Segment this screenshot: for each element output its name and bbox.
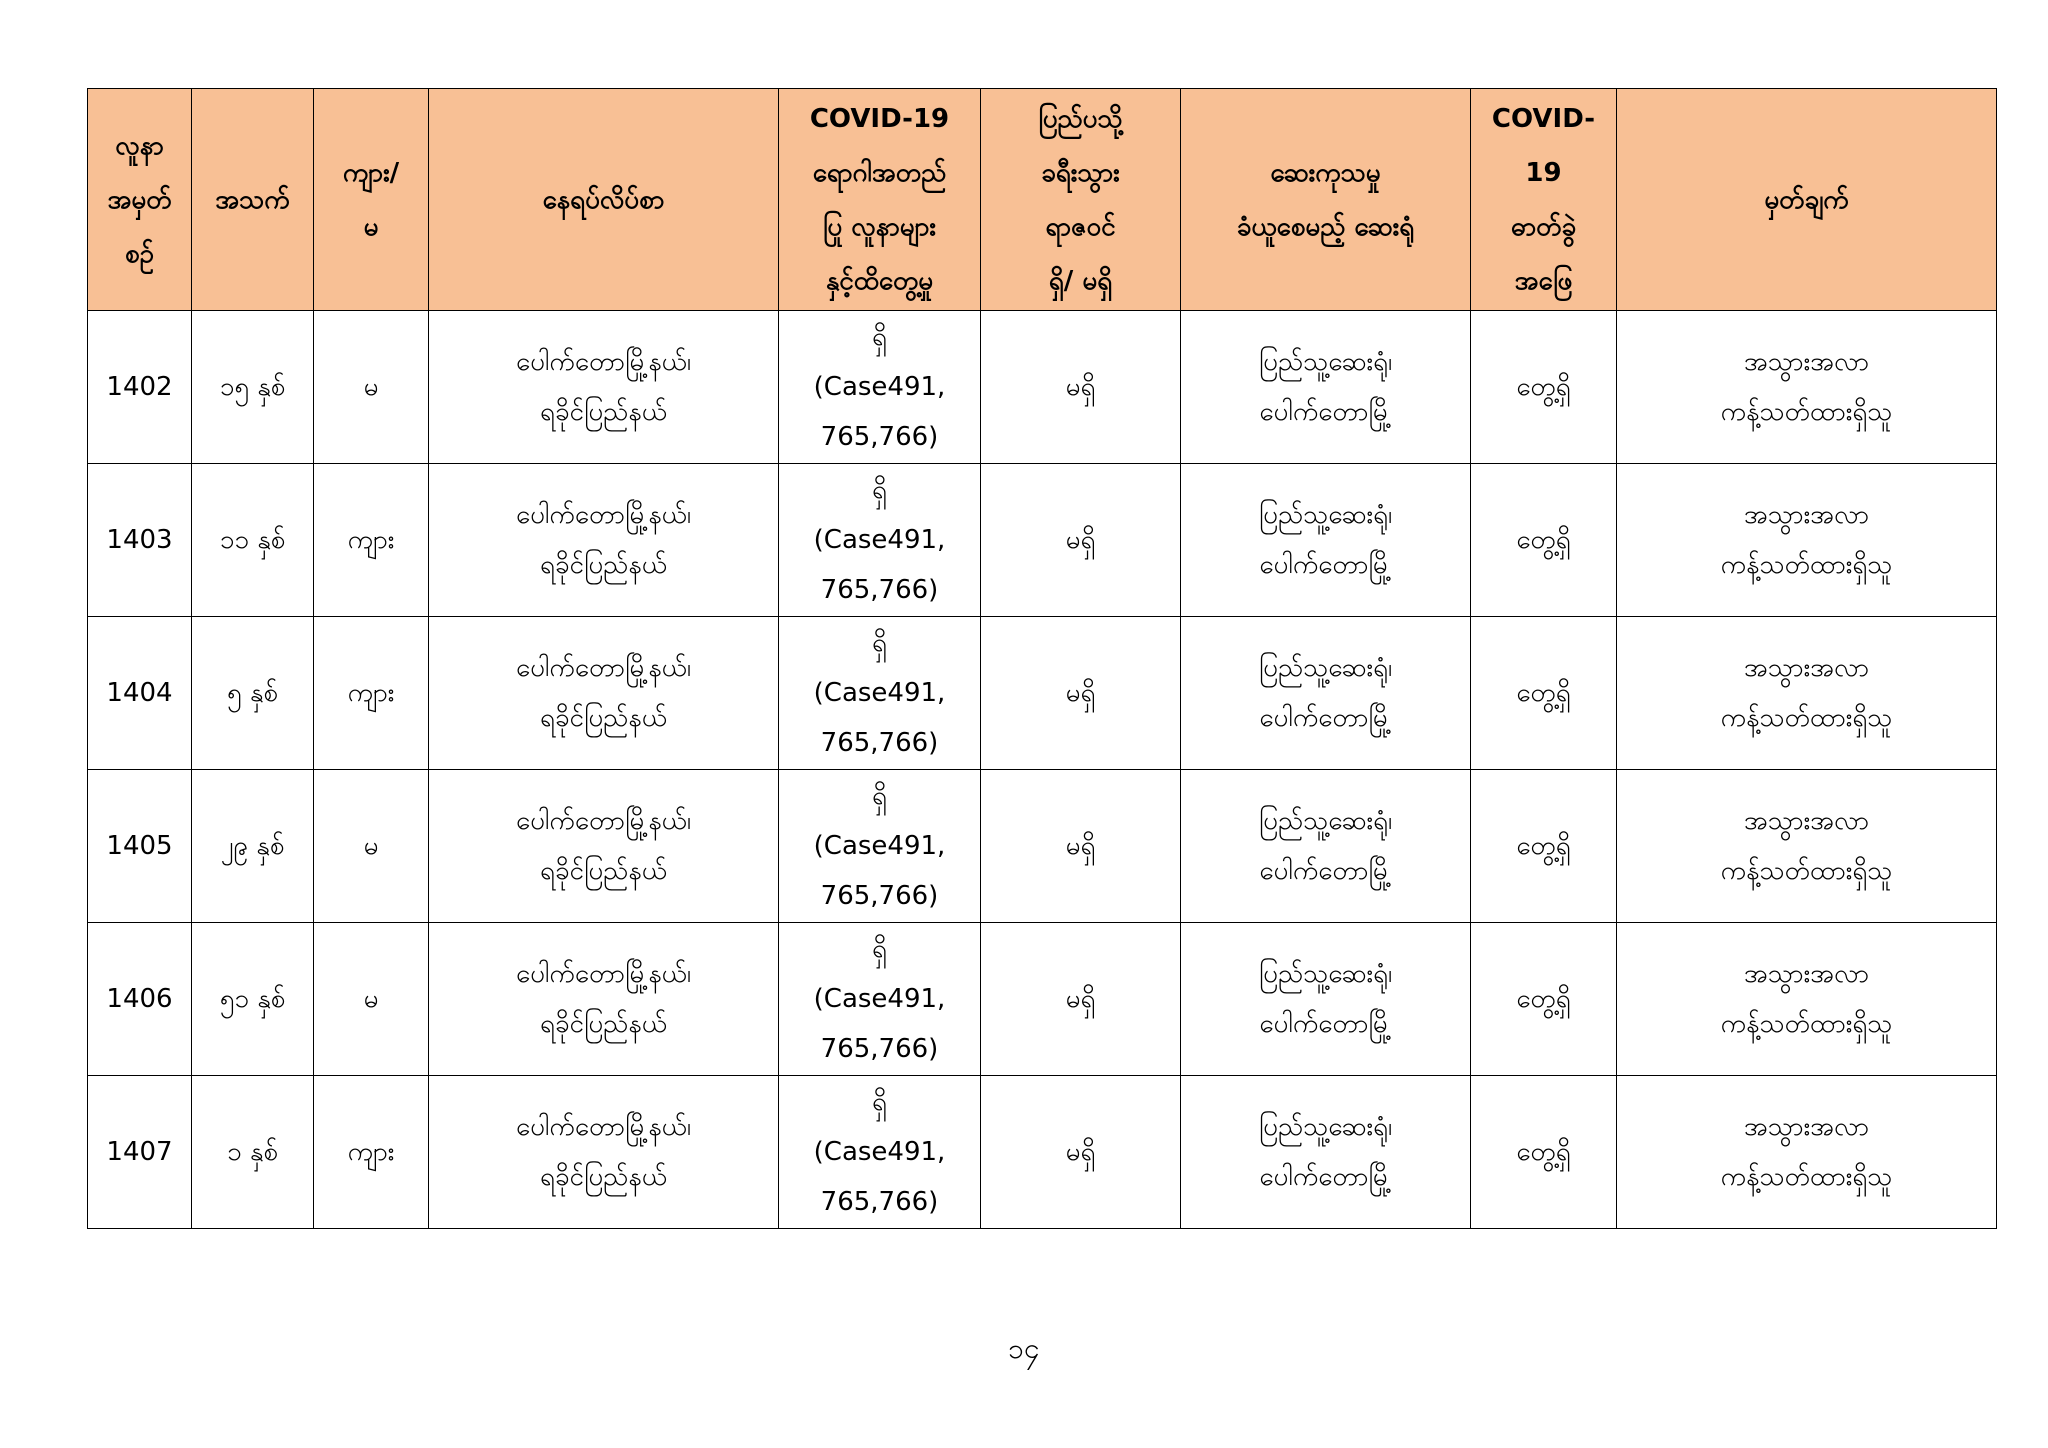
table-row xyxy=(88,617,1997,770)
lab-result-cell xyxy=(1471,464,1617,617)
header-sex xyxy=(314,89,429,311)
remarks-cell-line: ကန့်သတ်ထားရှိသူ xyxy=(1720,1162,1893,1192)
sex-cell-line: ကျား xyxy=(347,525,395,555)
sex-cell xyxy=(314,617,429,770)
address-cell-line: ရခိုင်ပြည်နယ် xyxy=(539,1162,667,1192)
header-line: ရောဂါအတည် xyxy=(812,157,947,188)
hospital-cell xyxy=(1181,464,1471,617)
header-line: အမှတ် xyxy=(107,184,172,215)
header-line: အသက် xyxy=(215,184,290,215)
travel-history-cell-line: မရှိ xyxy=(1065,525,1096,555)
contact-cell-line: (Case491, xyxy=(813,1137,946,1167)
header-line: ဆေးကုသမှု xyxy=(1270,157,1381,188)
address-cell-line: ပေါက်တောမြို့နယ်၊ xyxy=(515,653,692,683)
contact-cell xyxy=(779,923,981,1076)
address-cell-line: ပေါက်တောမြို့နယ်၊ xyxy=(515,1112,692,1142)
case-number-cell xyxy=(88,311,192,464)
contact-cell-line: (Case491, xyxy=(813,525,946,555)
age-cell xyxy=(192,1076,314,1229)
header-travel-history xyxy=(981,89,1181,311)
contact-cell-line: (Case491, xyxy=(813,831,946,861)
age-cell-line: ၅၁ နှစ် xyxy=(219,984,286,1014)
header-address xyxy=(429,89,779,311)
lab-result-cell-line: တွေ့ရှိ xyxy=(1516,372,1571,402)
table-row xyxy=(88,464,1997,617)
sex-cell-line: ကျား xyxy=(347,678,395,708)
hospital-cell-line: ပြည်သူ့ဆေးရုံ၊ xyxy=(1258,959,1393,989)
case-number-cell xyxy=(88,464,192,617)
address-cell xyxy=(429,1076,779,1229)
age-cell xyxy=(192,923,314,1076)
age-cell xyxy=(192,617,314,770)
hospital-cell-line: ပြည်သူ့ဆေးရုံ၊ xyxy=(1258,806,1393,836)
contact-cell-line: 765,766) xyxy=(820,1034,939,1064)
case-number-cell xyxy=(88,1076,192,1229)
remarks-cell-line: အသွားအလာ xyxy=(1743,653,1870,683)
travel-history-cell xyxy=(981,770,1181,923)
table-body xyxy=(88,311,1997,1229)
travel-history-cell-line: မရှိ xyxy=(1065,831,1096,861)
hospital-cell-line: ပြည်သူ့ဆေးရုံ၊ xyxy=(1258,653,1393,683)
address-cell-line: ပေါက်တောမြို့နယ်၊ xyxy=(515,806,692,836)
address-cell xyxy=(429,770,779,923)
header-line: ပြည်ပသို့ xyxy=(1038,103,1123,134)
travel-history-cell xyxy=(981,464,1181,617)
header-age xyxy=(192,89,314,311)
contact-cell-line: (Case491, xyxy=(813,678,946,708)
travel-history-cell-line: မရှိ xyxy=(1065,1137,1096,1167)
contact-cell xyxy=(779,1076,981,1229)
case-number-cell xyxy=(88,923,192,1076)
lab-result-cell xyxy=(1471,923,1617,1076)
age-cell-line: ၁၅ နှစ် xyxy=(219,372,286,402)
remarks-cell-line: ကန့်သတ်ထားရှိသူ xyxy=(1720,703,1893,733)
remarks-cell xyxy=(1617,464,1997,617)
sex-cell-line: မ xyxy=(363,984,379,1014)
contact-cell-line: ရှိ xyxy=(872,628,887,658)
sex-cell-line: မ xyxy=(363,372,379,402)
lab-result-cell xyxy=(1471,770,1617,923)
travel-history-cell-line: မရှိ xyxy=(1065,984,1096,1014)
hospital-cell xyxy=(1181,923,1471,1076)
age-cell-line: ၁၁ နှစ် xyxy=(219,525,286,555)
header-lab-result xyxy=(1471,89,1617,311)
header-line: COVID-19 xyxy=(809,103,950,134)
hospital-cell xyxy=(1181,311,1471,464)
case-number-cell-line: 1405 xyxy=(106,831,173,861)
remarks-cell-line: အသွားအလာ xyxy=(1743,1112,1870,1142)
header-line: ခံယူစေမည့် ဆေးရုံ xyxy=(1236,211,1415,242)
table-row xyxy=(88,923,1997,1076)
case-number-cell xyxy=(88,617,192,770)
lab-result-cell-line: တွေ့ရှိ xyxy=(1516,984,1571,1014)
header-line: ရှိ/ မရှိ xyxy=(1048,265,1113,296)
header-line: စဉ် xyxy=(124,238,155,269)
age-cell-line: ၂၉ နှစ် xyxy=(220,831,285,861)
table-row xyxy=(88,1076,1997,1229)
sex-cell xyxy=(314,311,429,464)
address-cell-line: ရခိုင်ပြည်နယ် xyxy=(539,397,667,427)
address-cell-line: ရခိုင်ပြည်နယ် xyxy=(539,550,667,580)
case-number-cell-line: 1407 xyxy=(106,1137,173,1167)
table-row xyxy=(88,311,1997,464)
contact-cell-line: 765,766) xyxy=(820,728,939,758)
case-number-cell-line: 1403 xyxy=(106,525,173,555)
contact-cell xyxy=(779,770,981,923)
lab-result-cell-line: တွေ့ရှိ xyxy=(1516,525,1571,555)
header-hospital xyxy=(1181,89,1471,311)
travel-history-cell-line: မရှိ xyxy=(1065,678,1096,708)
address-cell-line: ပေါက်တောမြို့နယ်၊ xyxy=(515,959,692,989)
header-line: မ xyxy=(363,211,379,242)
header-line: မှတ်ချက် xyxy=(1764,184,1849,215)
travel-history-cell xyxy=(981,923,1181,1076)
sex-cell-line: မ xyxy=(363,831,379,861)
contact-cell xyxy=(779,464,981,617)
hospital-cell xyxy=(1181,617,1471,770)
table-header-row xyxy=(88,89,1997,311)
contact-cell xyxy=(779,311,981,464)
age-cell-line: ၁ နှစ် xyxy=(227,1137,278,1167)
header-line: နှင့်ထိတွေ့မှု xyxy=(825,265,934,296)
header-line: ခရီးသွား xyxy=(1041,157,1120,188)
age-cell xyxy=(192,311,314,464)
contact-cell-line: ရှိ xyxy=(872,934,887,964)
header-line: ဓာတ်ခွဲ xyxy=(1510,211,1577,242)
contact-cell-line: (Case491, xyxy=(813,372,946,402)
hospital-cell-line: ပေါက်တောမြို့ xyxy=(1259,1162,1392,1192)
case-table xyxy=(87,88,1997,1229)
hospital-cell-line: ပေါက်တောမြို့ xyxy=(1259,397,1392,427)
hospital-cell-line: ပြည်သူ့ဆေးရုံ၊ xyxy=(1258,500,1393,530)
header-line: အဖြေ xyxy=(1514,265,1573,296)
contact-cell-line: ရှိ xyxy=(872,322,887,352)
header-line: လူနာ xyxy=(115,130,164,161)
sex-cell xyxy=(314,770,429,923)
case-number-cell xyxy=(88,770,192,923)
lab-result-cell-line: တွေ့ရှိ xyxy=(1516,831,1571,861)
header-line: 19 xyxy=(1525,157,1562,188)
lab-result-cell xyxy=(1471,617,1617,770)
contact-cell-line: 765,766) xyxy=(820,575,939,605)
hospital-cell-line: ပေါက်တောမြို့ xyxy=(1259,1009,1392,1039)
table-row xyxy=(88,770,1997,923)
address-cell xyxy=(429,464,779,617)
contact-cell-line: 765,766) xyxy=(820,422,939,452)
travel-history-cell xyxy=(981,311,1181,464)
contact-cell xyxy=(779,617,981,770)
hospital-cell-line: ပြည်သူ့ဆေးရုံ၊ xyxy=(1258,1112,1393,1142)
header-case-number xyxy=(88,89,192,311)
age-cell xyxy=(192,770,314,923)
hospital-cell-line: ပေါက်တောမြို့ xyxy=(1259,550,1392,580)
contact-cell-line: ရှိ xyxy=(872,1087,887,1117)
remarks-cell-line: အသွားအလာ xyxy=(1743,806,1870,836)
address-cell-line: ပေါက်တောမြို့နယ်၊ xyxy=(515,500,692,530)
address-cell-line: ရခိုင်ပြည်နယ် xyxy=(539,856,667,886)
header-contact xyxy=(779,89,981,311)
lab-result-cell-line: တွေ့ရှိ xyxy=(1516,1137,1571,1167)
page-number: ၁၄ xyxy=(1008,1332,1040,1365)
lab-result-cell xyxy=(1471,1076,1617,1229)
contact-cell-line: (Case491, xyxy=(813,984,946,1014)
address-cell-line: ရခိုင်ပြည်နယ် xyxy=(539,703,667,733)
sex-cell-line: ကျား xyxy=(347,1137,395,1167)
header-remarks xyxy=(1617,89,1997,311)
case-number-cell-line: 1402 xyxy=(106,372,173,402)
remarks-cell xyxy=(1617,617,1997,770)
contact-cell-line: 765,766) xyxy=(820,1187,939,1217)
remarks-cell xyxy=(1617,770,1997,923)
remarks-cell xyxy=(1617,1076,1997,1229)
header-line: ရာဇဝင် xyxy=(1045,211,1116,242)
address-cell xyxy=(429,923,779,1076)
case-number-cell-line: 1404 xyxy=(106,678,173,708)
hospital-cell-line: ပေါက်တောမြို့ xyxy=(1259,856,1392,886)
remarks-cell xyxy=(1617,311,1997,464)
travel-history-cell xyxy=(981,617,1181,770)
hospital-cell-line: ပေါက်တောမြို့ xyxy=(1259,703,1392,733)
header-line: ကျား/ xyxy=(342,157,400,188)
hospital-cell xyxy=(1181,1076,1471,1229)
header-line: COVID- xyxy=(1491,103,1596,134)
lab-result-cell-line: တွေ့ရှိ xyxy=(1516,678,1571,708)
lab-result-cell xyxy=(1471,311,1617,464)
header-line: ပြု လူနာများ xyxy=(822,211,937,242)
address-cell-line: ရခိုင်ပြည်နယ် xyxy=(539,1009,667,1039)
header-line: နေရပ်လိပ်စာ xyxy=(542,184,665,215)
case-number-cell-line: 1406 xyxy=(106,984,173,1014)
remarks-cell-line: ကန့်သတ်ထားရှိသူ xyxy=(1720,1009,1893,1039)
contact-cell-line: 765,766) xyxy=(820,881,939,911)
remarks-cell-line: အသွားအလာ xyxy=(1743,959,1870,989)
travel-history-cell-line: မရှိ xyxy=(1065,372,1096,402)
contact-cell-line: ရှိ xyxy=(872,475,887,505)
sex-cell xyxy=(314,1076,429,1229)
remarks-cell-line: အသွားအလာ xyxy=(1743,500,1870,530)
travel-history-cell xyxy=(981,1076,1181,1229)
hospital-cell xyxy=(1181,770,1471,923)
remarks-cell-line: ကန့်သတ်ထားရှိသူ xyxy=(1720,550,1893,580)
hospital-cell-line: ပြည်သူ့ဆေးရုံ၊ xyxy=(1258,347,1393,377)
contact-cell-line: ရှိ xyxy=(872,781,887,811)
remarks-cell-line: ကန့်သတ်ထားရှိသူ xyxy=(1720,397,1893,427)
remarks-cell xyxy=(1617,923,1997,1076)
age-cell-line: ၅ နှစ် xyxy=(227,678,278,708)
remarks-cell-line: အသွားအလာ xyxy=(1743,347,1870,377)
sex-cell xyxy=(314,464,429,617)
remarks-cell-line: ကန့်သတ်ထားရှိသူ xyxy=(1720,856,1893,886)
age-cell xyxy=(192,464,314,617)
sex-cell xyxy=(314,923,429,1076)
address-cell xyxy=(429,311,779,464)
address-cell xyxy=(429,617,779,770)
address-cell-line: ပေါက်တောမြို့နယ်၊ xyxy=(515,347,692,377)
